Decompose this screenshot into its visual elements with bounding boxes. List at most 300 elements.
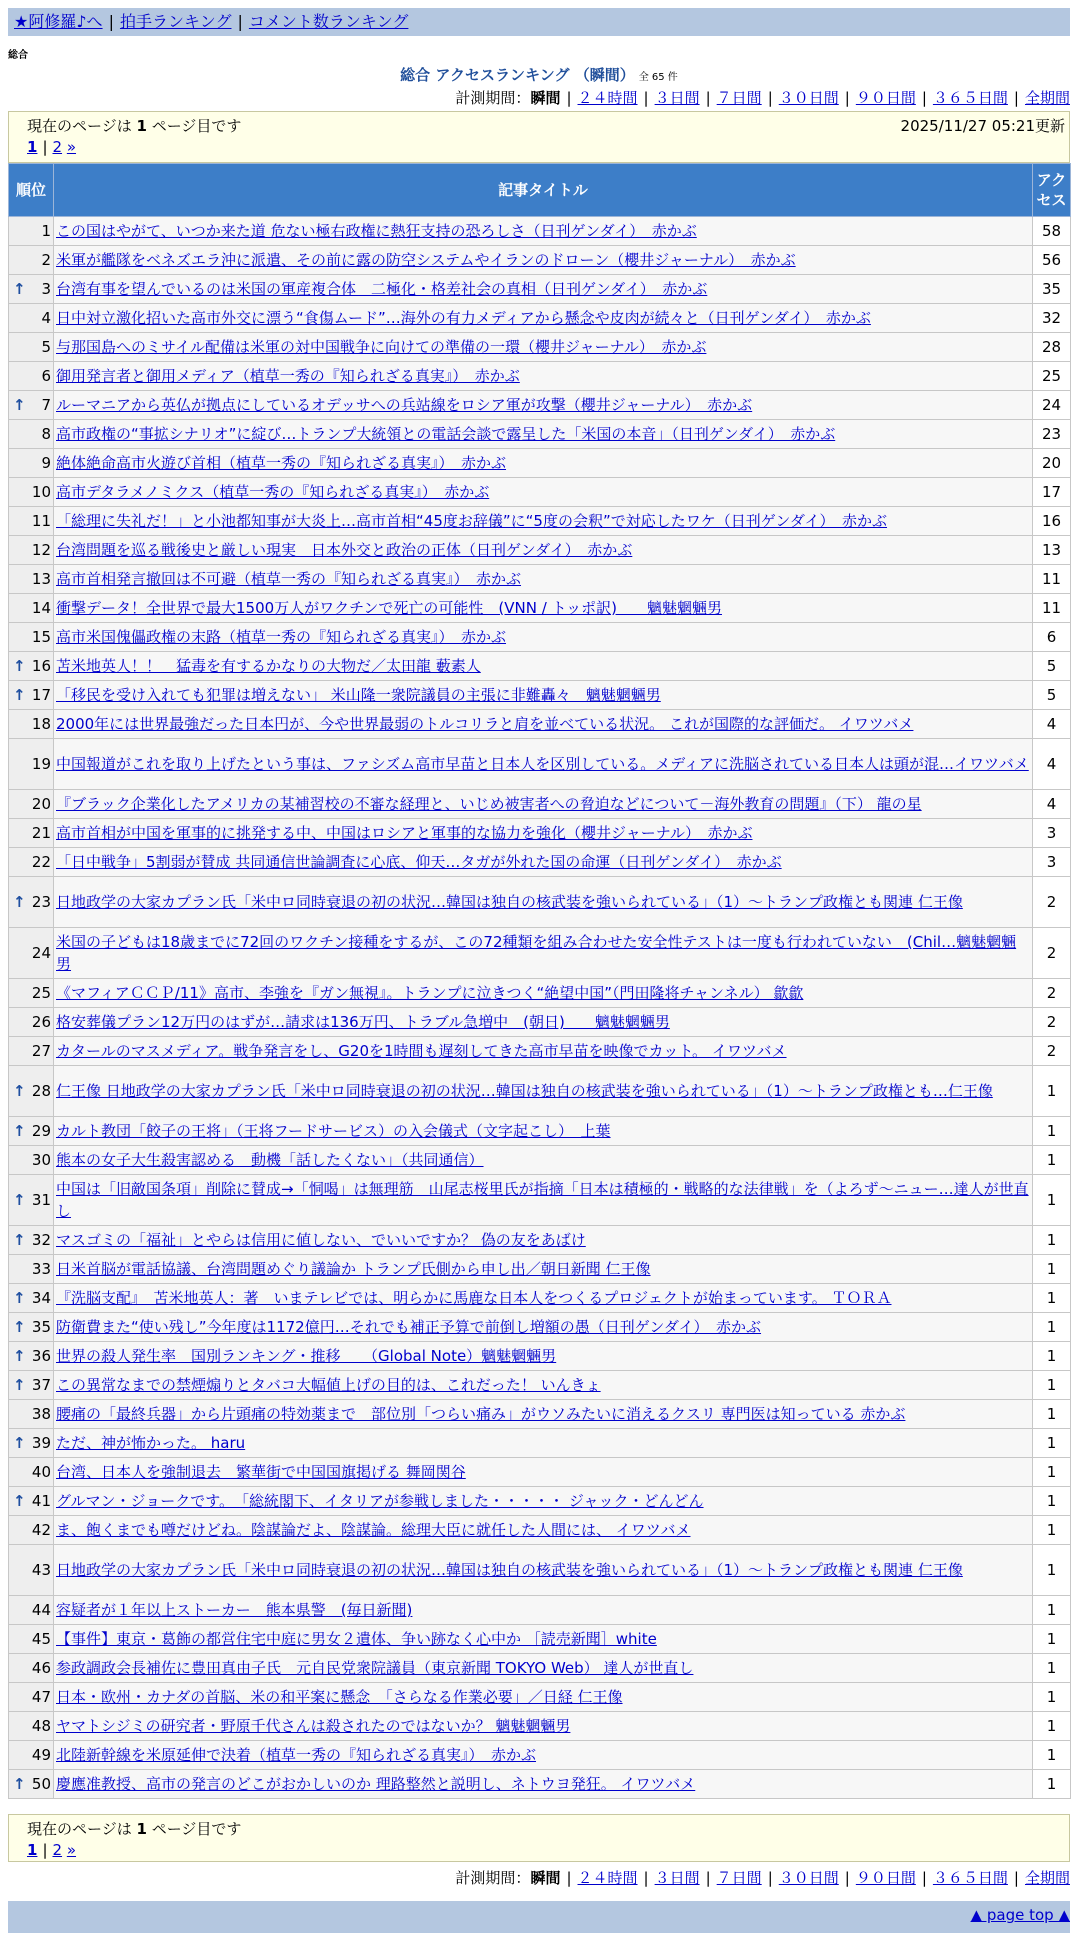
clap-ranking-link[interactable]: 拍手ランキング [119, 12, 232, 31]
access-count: 35 [1033, 275, 1071, 304]
title-cell [54, 1429, 1033, 1458]
article-link[interactable]: 絶体絶命高市火遊び首相（植草一秀の『知られざる真実』） 赤かぶ [56, 454, 507, 472]
table-row [9, 1596, 1071, 1625]
rank-number: 4 [41, 309, 51, 327]
title-cell [54, 739, 1033, 790]
title-cell [54, 1596, 1033, 1625]
title-cell [54, 1371, 1033, 1400]
title-cell [54, 623, 1033, 652]
access-count: 4 [1033, 739, 1071, 790]
rank-number: 45 [31, 1630, 51, 1648]
period-option-2[interactable]: ３日間 [654, 89, 700, 107]
access-count: 20 [1033, 449, 1071, 478]
access-count: 1 [1033, 1313, 1071, 1342]
rank-number: 17 [31, 686, 51, 704]
access-count: 1 [1033, 1371, 1071, 1400]
rank-cell [9, 507, 54, 536]
access-count: 1 [1033, 1400, 1071, 1429]
title-cell [54, 928, 1033, 979]
table-row [9, 1175, 1071, 1226]
article-link[interactable]: 御用発言者と御用メディア（植草一秀の『知られざる真実』） 赤かぶ [56, 367, 520, 385]
ranking-total: 全 65 件 [638, 72, 678, 83]
period-option-1[interactable]: ２４時間 [577, 89, 638, 107]
article-link[interactable]: 高市首相が中国を軍事的に挑発する中、中国はロシアと軍事的な協力を強化（櫻井ジャーナル） 赤かぶ [56, 824, 753, 842]
table-row [9, 710, 1071, 739]
title-cell [54, 246, 1033, 275]
page-next-link[interactable]: » [66, 138, 77, 156]
page-top [971, 1906, 1070, 1924]
rank-number: 9 [41, 454, 51, 472]
table-row [9, 1037, 1071, 1066]
article-link[interactable]: 日米首脳が電話協議、台湾問題めぐり議論か トランプ氏側から申し出／朝日新聞 仁王像 [56, 1260, 651, 1278]
rank-cell [9, 1487, 54, 1516]
article-link[interactable]: 中国報道がこれを取り上げたという事は、ファシズム高市早苗と日本人を区別している。メディアに洗脳されている日本人は頭が混…イワツバメ [56, 755, 1029, 773]
access-count: 1 [1033, 1458, 1071, 1487]
access-count: 2 [1033, 1037, 1071, 1066]
rank-cell [9, 1545, 54, 1596]
access-count: 1 [1033, 1117, 1071, 1146]
period-separator: | [844, 89, 850, 107]
rank-number: 35 [31, 1318, 51, 1336]
article-link[interactable]: この国はやがて、いつか来た道 危ない極右政権に熱狂支持の恐ろしさ（日刊ゲンダイ） 赤かぶ [56, 222, 697, 240]
rank-cell [9, 1226, 54, 1255]
title-cell [54, 1313, 1033, 1342]
title-cell [54, 1066, 1033, 1117]
title-cell [54, 565, 1033, 594]
rank-up-arrow-icon: ↑ [13, 1376, 26, 1394]
page-link-1[interactable]: 1 [27, 138, 38, 156]
page-info-prefix: 現在のページは [27, 1820, 132, 1838]
rank-number: 36 [31, 1347, 51, 1365]
rank-cell [9, 1625, 54, 1654]
period-option-3[interactable]: ７日間 [716, 1869, 762, 1887]
rank-up-arrow-icon: ↑ [13, 1775, 26, 1793]
article-link[interactable]: 格安葬儀プラン12万円のはずが…請求は136万円、トラブル急増中 (朝日) 魑魅魍魎男 [56, 1013, 670, 1031]
access-count: 2 [1033, 979, 1071, 1008]
table-row [9, 1458, 1071, 1487]
rank-number: 31 [31, 1191, 51, 1209]
rank-number: 50 [31, 1775, 51, 1793]
article-link[interactable]: 日地政学の大家カプラン氏「米中ロ同時衰退の初の状況…韓国は独自の核武装を強いられている」（1）～トランプ政権とも関連 仁王像 [56, 1561, 963, 1579]
table-row [9, 1625, 1071, 1654]
ranking-table [8, 163, 1071, 1799]
title-cell [54, 1226, 1033, 1255]
access-count: 1 [1033, 1066, 1071, 1117]
header-rank: 順位 [9, 164, 54, 217]
title-cell [54, 1654, 1033, 1683]
rank-cell [9, 652, 54, 681]
title-cell [54, 1175, 1033, 1226]
article-link[interactable]: 台湾問題を巡る戦後史と厳しい現実 日本外交と政治の正体（日刊ゲンダイ） 赤かぶ [56, 541, 633, 559]
rank-up-arrow-icon: ↑ [13, 893, 26, 911]
title-cell [54, 333, 1033, 362]
rank-number: 49 [31, 1746, 51, 1764]
rank-number: 6 [41, 367, 51, 385]
article-link[interactable]: 防衛費また“使い残し”今年度は1172億円…それでも補正予算で前倒し増額の愚（日刊ゲンダイ） 赤かぶ [56, 1318, 762, 1336]
rank-number: 47 [31, 1688, 51, 1706]
period-separator: | [1013, 89, 1019, 107]
rank-cell [9, 565, 54, 594]
article-link[interactable]: 熊本の女子大生殺害認める 動機「話したくない」（共同通信） [56, 1151, 484, 1169]
table-row [9, 1516, 1071, 1545]
title-cell [54, 1342, 1033, 1371]
article-link[interactable]: ま、飽くまでも噂だけどね。陰謀論だよ、陰謀論。総理大臣に就任した人間には、 イワツバメ [56, 1521, 691, 1539]
page-info-box [8, 111, 1070, 163]
title-cell [54, 391, 1033, 420]
pager-bottom [27, 1841, 76, 1859]
article-link[interactable]: 台湾有事を望んでいるのは米国の軍産複合体 二極化・格差社会の真相（日刊ゲンダイ） 赤かぶ [56, 280, 708, 298]
rank-cell [9, 1596, 54, 1625]
table-row [9, 979, 1071, 1008]
period-label: 計測期間： [455, 1869, 531, 1887]
table-row [9, 739, 1071, 790]
table-row [9, 478, 1071, 507]
rank-up-arrow-icon: ↑ [13, 1318, 26, 1336]
article-link[interactable]: ヤマトシジミの研究者・野原千代さんは殺されたのではないか？ 魑魅魍魎男 [56, 1717, 571, 1735]
article-link[interactable]: 日中対立激化招いた高市外交に漂う“食傷ムード”…海外の有力メディアから懸念や皮肉が続々と（日刊ゲンダイ） 赤かぶ [56, 309, 871, 327]
title-cell [54, 1255, 1033, 1284]
article-link[interactable]: 《マフィアＣＣＰ/11》高市、李強を『ガン無視』。トランプに泣きつく“絶望中国”（門田隆将チャンネル） 歙歙 [56, 984, 804, 1002]
article-link[interactable]: 高市デタラメノミクス（植草一秀の『知られざる真実』） 赤かぶ [56, 483, 490, 501]
table-row [9, 1226, 1071, 1255]
article-link[interactable]: 北陸新幹線を米原延伸で決着（植草一秀の『知られざる真実』） 赤かぶ [56, 1746, 537, 1764]
page-info [27, 115, 241, 136]
article-link[interactable]: 慶應准教授、高市の発言のどこがおかしいのか 理路整然と説明し、ネトウヨ発狂。 イワツバメ [56, 1775, 696, 1793]
access-count: 1 [1033, 1712, 1071, 1741]
article-link[interactable]: 米軍が艦隊をベネズエラ沖に派遣、その前に露の防空システムやイランのドローン（櫻井ジャーナル） 赤かぶ [56, 251, 796, 269]
table-row [9, 275, 1071, 304]
article-link[interactable]: 与那国島へのミサイル配備は米軍の対中国戦争に向けての準備の一環（櫻井ジャーナル） 赤かぶ [56, 338, 707, 356]
access-count: 56 [1033, 246, 1071, 275]
article-link[interactable]: カルト教団「餃子の王将」（王将フードサービス）の入会儀式（文字起こし） 上葉 [56, 1122, 611, 1140]
page-info-box-bottom [8, 1814, 1070, 1862]
table-row [9, 1487, 1071, 1516]
period-option-4[interactable]: ３０日間 [778, 89, 839, 107]
article-link[interactable]: グルマン・ジョークです。 「総統閣下、イタリアが参戦しました・・・・・ ジャック・どんどん [56, 1492, 704, 1510]
access-count: 17 [1033, 478, 1071, 507]
table-row [9, 1770, 1071, 1799]
title-cell [54, 1712, 1033, 1741]
access-count: 13 [1033, 536, 1071, 565]
title-cell [54, 420, 1033, 449]
rank-number: 14 [31, 599, 51, 617]
access-count: 2 [1033, 877, 1071, 928]
period-separator: | [1013, 1869, 1019, 1887]
rank-cell [9, 681, 54, 710]
article-link[interactable]: 世界の殺人発生率 国別ランキング・推移 （Global Note）魑魅魍魎男 [56, 1347, 557, 1365]
table-row [9, 246, 1071, 275]
period-separator: | [921, 1869, 927, 1887]
rank-cell [9, 1313, 54, 1342]
nav-separator: | [108, 12, 114, 31]
rank-number: 16 [31, 657, 51, 675]
pager-separator: | [42, 1841, 48, 1859]
rank-number: 40 [31, 1463, 51, 1481]
table-row [9, 928, 1071, 979]
rank-number: 32 [31, 1231, 51, 1249]
rank-number: 43 [31, 1561, 51, 1579]
title-cell [54, 877, 1033, 928]
table-row [9, 565, 1071, 594]
rank-up-arrow-icon: ↑ [13, 1231, 26, 1249]
table-row [9, 652, 1071, 681]
table-row [9, 681, 1071, 710]
rank-cell [9, 1066, 54, 1117]
rank-up-arrow-icon: ↑ [13, 1191, 26, 1209]
rank-number: 48 [31, 1717, 51, 1735]
period-current: 瞬間 [530, 89, 561, 107]
title-cell [54, 652, 1033, 681]
table-row [9, 1117, 1071, 1146]
rank-cell [9, 536, 54, 565]
title-cell [54, 1117, 1033, 1146]
table-row [9, 819, 1071, 848]
title-cell [54, 1741, 1033, 1770]
table-row [9, 1284, 1071, 1313]
period-separator: | [643, 89, 649, 107]
title-cell [54, 848, 1033, 877]
rank-number: 1 [41, 222, 51, 240]
table-row [9, 1545, 1071, 1596]
rank-number: 13 [31, 570, 51, 588]
rank-cell [9, 1117, 54, 1146]
table-row [9, 1008, 1071, 1037]
article-link[interactable]: 台湾、日本人を強制退去 繁華街で中国国旗掲げる 舞岡関谷 [56, 1463, 466, 1481]
rank-up-arrow-icon: ↑ [13, 1347, 26, 1365]
rank-number: 39 [31, 1434, 51, 1452]
title-cell [54, 1146, 1033, 1175]
period-separator: | [767, 89, 773, 107]
table-header-row [9, 164, 1071, 217]
rank-number: 24 [31, 944, 51, 962]
page-link-2[interactable]: 2 [52, 1841, 63, 1859]
page-current: 1 [136, 117, 147, 135]
table-row [9, 594, 1071, 623]
table-row [9, 391, 1071, 420]
rank-cell [9, 1770, 54, 1799]
rank-cell [9, 246, 54, 275]
rank-cell [9, 304, 54, 333]
rank-cell [9, 739, 54, 790]
rank-up-arrow-icon: ↑ [13, 1434, 26, 1452]
period-option-5[interactable]: ９０日間 [855, 1869, 916, 1887]
period-option-2[interactable]: ３日間 [654, 1869, 700, 1887]
rank-number: 5 [41, 338, 51, 356]
rank-cell [9, 848, 54, 877]
access-count: 1 [1033, 1255, 1071, 1284]
table-row [9, 1654, 1071, 1683]
period-separator: | [566, 89, 572, 107]
rank-cell [9, 1146, 54, 1175]
rank-number: 42 [31, 1521, 51, 1539]
access-count: 2 [1033, 928, 1071, 979]
table-row [9, 1712, 1071, 1741]
access-count: 32 [1033, 304, 1071, 333]
article-link[interactable]: 「総理に失礼だ！」と小池都知事が大炎上…高市首相“45度お辞儀”に“5度の会釈”で対応したワケ（日刊ゲンダイ） 赤かぶ [56, 512, 888, 530]
period-separator: | [767, 1869, 773, 1887]
article-link[interactable]: 容疑者が１年以上ストーカー 熊本県警 (毎日新聞) [56, 1601, 413, 1619]
updated-timestamp: 2025/11/27 05:21更新 [900, 117, 1065, 135]
table-row [9, 1342, 1071, 1371]
rank-number: 30 [31, 1151, 51, 1169]
rank-number: 19 [31, 755, 51, 773]
title-cell [54, 1625, 1033, 1654]
page-link-2[interactable]: 2 [52, 138, 63, 156]
table-row [9, 623, 1071, 652]
rank-cell [9, 1516, 54, 1545]
period-option-1[interactable]: ２４時間 [577, 1869, 638, 1887]
article-link[interactable]: 高市政権の“事拡シナリオ”に綻び…トランプ大統領との電話会談で露呈した「米国の本音」（日刊ゲンダイ） 赤かぶ [56, 425, 836, 443]
page-info [27, 1818, 241, 1839]
rank-up-arrow-icon: ↑ [13, 1289, 26, 1307]
article-link[interactable]: 2000年には世界最強だった日本円が、今や世界最弱のトルコリラと肩を並べている状況。 これが国際的な評価だ。 イワツバメ [56, 715, 914, 733]
home-link[interactable]: ★阿修羅♪へ [14, 12, 103, 31]
article-link[interactable]: この異常なまでの禁煙煽りとタバコ大幅値上げの目的は、これだった！ いんきょ [56, 1376, 601, 1394]
rank-cell [9, 979, 54, 1008]
rank-cell [9, 478, 54, 507]
article-link[interactable]: 「移民を受け入れても犯罪は増えない」 米山隆一衆院議員の主張に非難轟々 魑魅魍魎男 [56, 686, 661, 704]
rank-number: 28 [31, 1082, 51, 1100]
access-count: 5 [1033, 681, 1071, 710]
rank-cell [9, 275, 54, 304]
page-info-prefix: 現在のページは [27, 117, 132, 135]
rank-cell [9, 594, 54, 623]
title-cell [54, 1458, 1033, 1487]
article-link[interactable]: 腰痛の「最終兵器」から片頭痛の特効薬まで 部位別「つらい痛み」がウソみたいに消えるクスリ 専門医は知っている 赤かぶ [56, 1405, 906, 1423]
article-link[interactable]: 【事件】東京・葛飾の都営住宅中庭に男女２遺体、争い跡なく心中か ［読売新聞］white [56, 1630, 657, 1648]
period-option-6[interactable]: ３６５日間 [932, 1869, 1008, 1887]
title-cell [54, 1683, 1033, 1712]
rank-cell [9, 819, 54, 848]
rank-up-arrow-icon: ↑ [13, 1492, 26, 1510]
rank-cell [9, 217, 54, 246]
access-count: 25 [1033, 362, 1071, 391]
rank-cell [9, 391, 54, 420]
page-info-suffix: ページ目です [151, 1820, 242, 1838]
page-info-suffix: ページ目です [151, 117, 242, 135]
title-cell [54, 304, 1033, 333]
period-separator: | [643, 1869, 649, 1887]
rank-cell [9, 1683, 54, 1712]
article-link[interactable]: 「日中戦争」5割弱が賛成 共同通信世論調査に心底、仰天…タガが外れた国の命運（日刊ゲンダイ） 赤かぶ [56, 853, 782, 871]
rank-number: 25 [31, 984, 51, 1002]
period-option-5[interactable]: ９０日間 [855, 89, 916, 107]
table-row [9, 362, 1071, 391]
access-count: 1 [1033, 1284, 1071, 1313]
rank-cell [9, 1175, 54, 1226]
access-count: 24 [1033, 391, 1071, 420]
article-link[interactable]: カタールのマスメディア。戦争発言をし、G20を1時間も遅刻してきた高市早苗を映像でカット。 イワツバメ [56, 1042, 787, 1060]
article-link[interactable]: 『ブラック企業化したアメリカの某補習校の不審な経理と、いじめ被害者への脅迫などについて－海外教育の問題』（下） 龍の星 [56, 795, 922, 813]
rank-cell [9, 1400, 54, 1429]
pager-separator: | [42, 138, 48, 156]
rank-up-arrow-icon: ↑ [13, 657, 26, 675]
rank-cell [9, 1712, 54, 1741]
ranking-title: 総合 アクセスランキング （瞬間） [400, 66, 635, 84]
rank-up-arrow-icon: ↑ [13, 1082, 26, 1100]
access-count: 3 [1033, 819, 1071, 848]
rank-number: 20 [31, 795, 51, 813]
article-link[interactable]: 参政調政会長補佐に豊田真由子氏 元自民党衆院議員（東京新聞 TOKYO Web） 達人が世直し [56, 1659, 694, 1677]
period-option-7[interactable]: 全期間 [1024, 89, 1070, 107]
period-option-7[interactable]: 全期間 [1024, 1869, 1070, 1887]
table-row [9, 1313, 1071, 1342]
period-selector [455, 87, 1070, 108]
rank-number: 10 [31, 483, 51, 501]
rank-cell [9, 1458, 54, 1487]
rank-number: 26 [31, 1013, 51, 1031]
rank-number: 23 [31, 893, 51, 911]
article-link[interactable]: 中国は「旧敵国条項」削除に賛成→「恫喝」は無理筋 山尾志桜里氏が指摘「日本は積極的・戦略的な法律戦」を（よろず～ニュー…達人が世直し [56, 1180, 1029, 1220]
title-cell [54, 594, 1033, 623]
rank-cell [9, 1342, 54, 1371]
access-count: 5 [1033, 652, 1071, 681]
article-link[interactable]: マスゴミの「福祉」とやらは信用に値しない、でいいですか？ 偽の友をあばけ [56, 1231, 586, 1249]
title-cell [54, 478, 1033, 507]
article-link[interactable]: 日地政学の大家カプラン氏「米中ロ同時衰退の初の状況…韓国は独自の核武装を強いられている」（1）～トランプ政権とも関連 仁王像 [56, 893, 963, 911]
rank-cell [9, 333, 54, 362]
rank-number: 37 [31, 1376, 51, 1394]
rank-number: 18 [31, 715, 51, 733]
nav-separator: | [237, 12, 243, 31]
article-link[interactable]: 日本・欧州・カナダの首脳、米の和平案に懸念 「さらなる作業必要」／日経 仁王像 [56, 1688, 623, 1706]
title-cell [54, 1037, 1033, 1066]
period-option-4[interactable]: ３０日間 [778, 1869, 839, 1887]
access-count: 1 [1033, 1545, 1071, 1596]
page-next-link[interactable]: » [66, 1841, 77, 1859]
header-title: 記事タイトル [54, 164, 1033, 217]
table-row [9, 1741, 1071, 1770]
article-link[interactable]: 高市米国傀儡政権の末路（植草一秀の『知られざる真実』） 赤かぶ [56, 628, 507, 646]
rank-cell [9, 928, 54, 979]
page-link-1[interactable]: 1 [27, 1841, 38, 1859]
article-link[interactable]: 苫米地英人！！ 猛毒を有するかなりの大物だ／太田龍 藪素人 [56, 657, 481, 675]
comment-ranking-link[interactable]: コメント数ランキング [248, 12, 409, 31]
period-option-6[interactable]: ３６５日間 [932, 89, 1008, 107]
table-row [9, 333, 1071, 362]
page-top-link[interactable]: ▲ page top ▲ [970, 1906, 1070, 1924]
access-count: 3 [1033, 848, 1071, 877]
rank-number: 11 [31, 512, 51, 530]
article-link[interactable]: ただ、神が怖かった。 haru [56, 1434, 246, 1452]
title-cell [54, 1516, 1033, 1545]
rank-number: 41 [31, 1492, 51, 1510]
access-count: 1 [1033, 1146, 1071, 1175]
article-link[interactable]: 『洗脳支配』 苫米地英人：著 いまテレビでは、明らかに馬鹿な日本人をつくるプロジェクトが始まっています。 ＴＯＲＡ [56, 1289, 892, 1307]
rank-number: 27 [31, 1042, 51, 1060]
rank-cell [9, 1429, 54, 1458]
table-row [9, 1255, 1071, 1284]
rank-cell [9, 1654, 54, 1683]
rank-number: 2 [41, 251, 51, 269]
article-link[interactable]: ルーマニアから英仏が拠点にしているオデッサへの兵站線をロシア軍が攻撃（櫻井ジャーナル） 赤かぶ [56, 396, 753, 414]
table-row [9, 420, 1071, 449]
article-link[interactable]: 仁王像 日地政学の大家カプラン氏「米中ロ同時衰退の初の状況…韓国は独自の核武装を強いられている」（1）～トランプ政権とも…仁王像 [56, 1082, 993, 1100]
rank-up-arrow-icon: ↑ [13, 686, 26, 704]
period-option-3[interactable]: ７日間 [716, 89, 762, 107]
article-link[interactable]: 高市首相発言撤回は不可避（植草一秀の『知られざる真実』） 赤かぶ [56, 570, 522, 588]
rank-number: 46 [31, 1659, 51, 1677]
footer-bar [8, 1901, 1070, 1933]
rank-cell [9, 1255, 54, 1284]
rank-cell [9, 420, 54, 449]
title-cell [54, 1545, 1033, 1596]
title-cell [54, 790, 1033, 819]
article-link[interactable]: 衝撃データ！全世界で最大1500万人がワクチンで死亡の可能性 (VNN / トッポ訳) 魑魅魍魎男 [56, 599, 722, 617]
access-count: 1 [1033, 1487, 1071, 1516]
table-row [9, 304, 1071, 333]
article-link[interactable]: 米国の子どもは18歳までに72回のワクチン接種をするが、この72種類を組み合わせた安全性テストは一度も行われていない (Chil…魑魅魍魎男 [56, 933, 1017, 973]
